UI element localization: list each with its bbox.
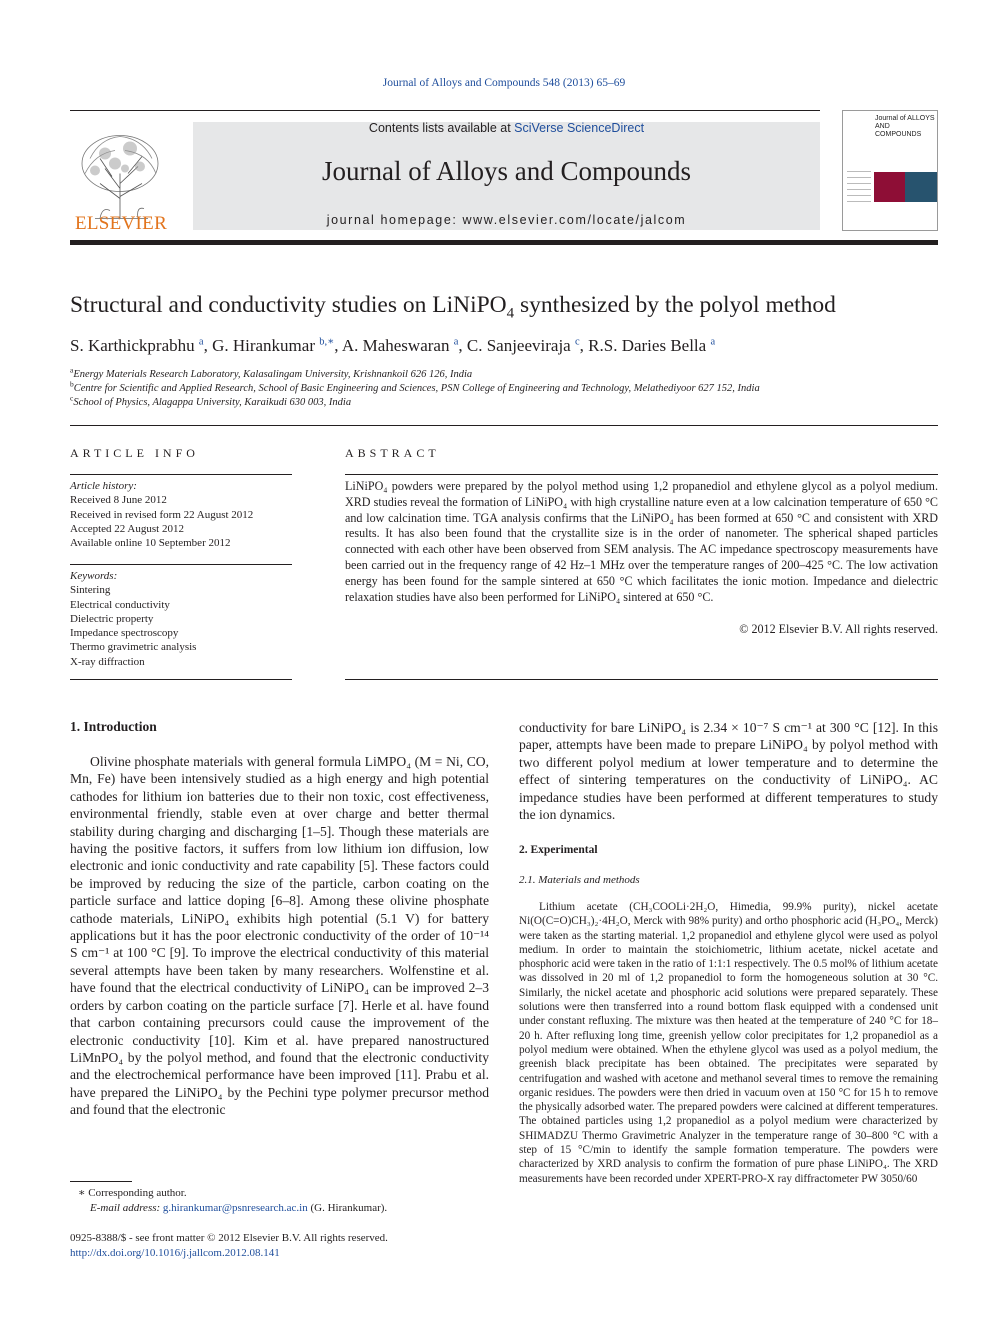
- footnotes: ∗ Corresponding author. E-mail address: g.hirankumar@psnresearch.ac.in (G. Hirankumar).: [70, 1186, 489, 1216]
- publication-info: [70, 1231, 489, 1261]
- issn-line: 0925-8388/$ - see front matter © 2012 Elsevier B.V. All rights reserved.: [70, 1232, 388, 1244]
- experimental-heading: 2. Experimental: [519, 844, 598, 856]
- cover-blue-block: [905, 172, 937, 202]
- author-affil-mark[interactable]: a: [453, 336, 459, 348]
- author-affil-mark[interactable]: a: [710, 336, 716, 348]
- affiliations: [70, 365, 950, 411]
- author-affil-mark[interactable]: c: [574, 336, 580, 348]
- intro-continued-text: conductivity for bare LiNiPO₄ is 2.34 × 10⁻⁷ S cm⁻¹ at 300 °C [12]. In this paper, attempts have been made to prepare LiNiPO₄ by polyol method with two different polyol medium at lower temperature and to determine the effect of sintering temperatures on the conductivity of LiNiPO₄. AC impedance studies have been performed at different temperatures to study the ion dynamics.: [519, 720, 938, 823]
- history-item: Received in revised form 22 August 2012: [70, 508, 254, 521]
- journal-citation[interactable]: Journal of Alloys and Compounds 548 (2013) 65–69: [382, 77, 626, 89]
- author-name: R.S. Daries Bella: [588, 336, 707, 355]
- cover-text-lines: [847, 171, 871, 207]
- keyword: Impedance spectroscopy: [70, 627, 179, 640]
- doi-link[interactable]: http://dx.doi.org/10.1016/j.jallcom.2012.08.141: [70, 1247, 280, 1259]
- keyword: Dielectric property: [70, 612, 154, 625]
- author-affil-mark[interactable]: b,∗: [319, 336, 335, 348]
- rule: [70, 564, 292, 565]
- keywords: [70, 569, 292, 669]
- footnote-rule: [70, 1181, 132, 1182]
- author-name: A. Maheswaran: [341, 336, 450, 355]
- rule: [345, 474, 938, 475]
- journal-homepage: journal homepage: www.elsevier.com/locate/jalcom: [326, 213, 687, 227]
- elsevier-wordmark: ELSEVIER: [74, 213, 168, 234]
- rule: [70, 474, 292, 475]
- contents-line: Contents lists available at SciVerse ScienceDirect: [368, 121, 645, 135]
- header-thick-rule: [70, 240, 938, 245]
- sciencedirect-link[interactable]: SciVerse ScienceDirect: [514, 121, 645, 135]
- keyword: Sintering: [70, 584, 111, 597]
- author-list: S. Karthickprabhu $^a$, G. Hirankumar $^{b,∗}$, A. Maheswaran $^a$, C. Sanjeeviraja $^c$, R.S. Daries Bella $^a$: [70, 336, 716, 355]
- introduction-text: Olivine phosphate materials with general formula LiMPO₄ (M = Ni, CO, Mn, Fe) have been intensively studied as a high energy and high potential cathodes for lithium ion batteries due to their non toxic, cost effectiveness, environmental friendly, stable even at over charge and better thermal stability during charging and discharging [1–5]. Though these materials are having the positive factors, it suffers from low lithium ion diffusion, low electronic and ionic conductivity and rate capability [5]. These factors could be improved by reducing the size of the particle, carbon coating on the particle surface and lattice doping [6–8]. Among these olivine phosphate cathode materials, LiNiPO₄ exhibits high potential (5.1 V) for battery applications but it has the poor electronic conductivity of the order of 10⁻¹⁴ S cm⁻¹ at 100 °C [9]. To improve the electrical conductivity of this material several attempts have been taken by many researchers. Wolfenstine et al. have found that the electrical conductivity of LiNiPO₄ can be improved 2–3 orders by carbon coating on the particle surface [7]. Herle et al. have found that carbon containing precursors could cause the improvement of the electronic conductivity [10]. Kim et al. have prepared nanostructured LiMnPO₄ by the polyol method, and found that the electronic conductivity and the electrochemical performance have been improved [11]. Prabu et al. have prepared the LiNiPO₄ by the Pechini type polymer precursor method and found that the electronic: [70, 754, 489, 1118]
- affiliation: $^a$Energy Materials Research Laboratory, Kalasalingam University, Krishnankoil 626 126, India: [70, 365, 473, 380]
- journal-cover-thumbnail[interactable]: [842, 110, 938, 231]
- abstract-text: LiNiPO₄ powders were prepared by the polyol method using 1,2 propanediol and ethylene glycol as a polyol medium. XRD studies reveal the formation of LiNiPO₄ with high crystalline nature even at a low calcination temperature of 650 °C and low calcination time. TGA analysis confirms that the LiNiPO₄ has been formed at 650 °C and consistent with XRD results. It has also been found that the crystallite size is in the order of nanometer. The spherical shaped particles connected with each other have been observed from SEM analysis. The AC impedance spectroscopy measurements have been carried out in the frequency range of 42 Hz–1 MHz over the temperature ranges of 200–425 °C. The low activation energy has been found for the sample sintered at 650 °C which facilitates the ionic motion. Impedance and dielectric relaxation studies have also been performed for LiNiPO₄ sintered at 650 °C.: [345, 479, 938, 604]
- materials-methods-heading: 2.1. Materials and methods: [519, 874, 640, 886]
- keywords-label: Keywords:: [70, 570, 118, 582]
- author-name: S. Karthickprabhu: [70, 336, 195, 355]
- author-name: C. Sanjeeviraja: [466, 336, 571, 355]
- abstract-copyright: © 2012 Elsevier B.V. All rights reserved.: [739, 622, 938, 636]
- cover-red-block: [874, 172, 905, 202]
- experimental-text: Lithium acetate (CH₃COOLi·2H₂O, Himedia, 99.9% purity), nickel acetate Ni(O(C=O)CH₃)₂·4H₂O, Merck with 98% purity) and ortho phosphoric acid (H₃PO₄, Merck) were taken as the starting material. 1,2 propanediol and ethylene glycol were used as polyol medium. In order to maintain the stoichiometric, lithium acetate, nickel acetate and phosphoric acid were taken in the ratio of 1:1:1 respectively. The 0.5 mol% of lithium acetate was dissolved in 20 ml of 1,2 propanediol to form the homogeneous solution at 30 °C. Similarly, the nickel acetate and phosphoric acid solutions were prepared separately. These solutions were then transferred into a round bottom flask equipped with a condensed unit under constant refluxing. The mixture was then heated at the temperature of 240 °C for 18–20 h. After refluxing long time, greenish yellow color precipitates for 1,2 propanediol as a polyol medium were obtained. When the ethylene glycol was used as a polyol medium, the greenish black precipitate has been obtained. The precipitates were separated by centrifugation and washed with acetone and methanol several times to remove the remaining organic residues. The powders were then dried in vacuum oven at 150 °C for 15 h to remove the physically adsorbed water. The prepared powders were calcined at different temperatures. The obtained particles using 1,2 propanediol as a polyol medium were characterized by SHIMADZU Thermo Gravimetric Analyzer in the temperature range of 30–800 °C with a step of 15 °C/min to identify the sample formation temperature. The powders were characterized by XRD analysis to confirm the formation of pure phase LiNiPO₄. The XRD measurements have been recorded under XPERT-PRO-X ray diffractometer PW 3050/60: [519, 901, 938, 1185]
- keyword: Electrical conductivity: [70, 598, 170, 611]
- homepage-link[interactable]: www.elsevier.com/locate/jalcom: [462, 213, 687, 227]
- corresponding-author-note: ∗ Corresponding author.: [78, 1187, 187, 1199]
- section-rule: [70, 425, 938, 426]
- introduction-heading: 1. Introduction: [70, 719, 157, 734]
- history-item: Available online 10 September 2012: [70, 537, 231, 550]
- author-affil-mark[interactable]: a: [198, 336, 204, 348]
- history-item: Accepted 22 August 2012: [70, 522, 184, 535]
- author-email-link[interactable]: g.hirankumar@psnresearch.ac.in: [162, 1202, 308, 1214]
- journal-title: Journal of Alloys and Compounds: [322, 156, 691, 186]
- keyword: X-ray diffraction: [70, 655, 145, 668]
- article-history: [70, 479, 292, 550]
- rule: [345, 679, 938, 680]
- history-item: Received 8 June 2012: [70, 494, 167, 507]
- history-label: Article history:: [70, 480, 137, 492]
- author-name: G. Hirankumar: [212, 336, 315, 355]
- article-title: Structural and conductivity studies on LiNiPO$_4$ synthesized by the polyol method: [70, 292, 836, 322]
- cover-title: Journal of ALLOYS AND COMPOUNDS: [875, 115, 935, 138]
- header-rule: [70, 110, 820, 111]
- article-info-heading: ARTICLE INFO: [70, 446, 199, 460]
- abstract-heading: ABSTRACT: [345, 446, 440, 460]
- affiliation: $^c$School of Physics, Alagappa University, Karaikudi 630 003, India: [70, 393, 352, 409]
- affiliation: $^b$Centre for Scientific and Applied Research, School of Basic Engineering and Sciences, PSN College of Engineering and Technology, Melathediyoor 627 152, India: [70, 379, 760, 395]
- rule: [70, 679, 292, 680]
- keyword: Thermo gravimetric analysis: [70, 641, 197, 654]
